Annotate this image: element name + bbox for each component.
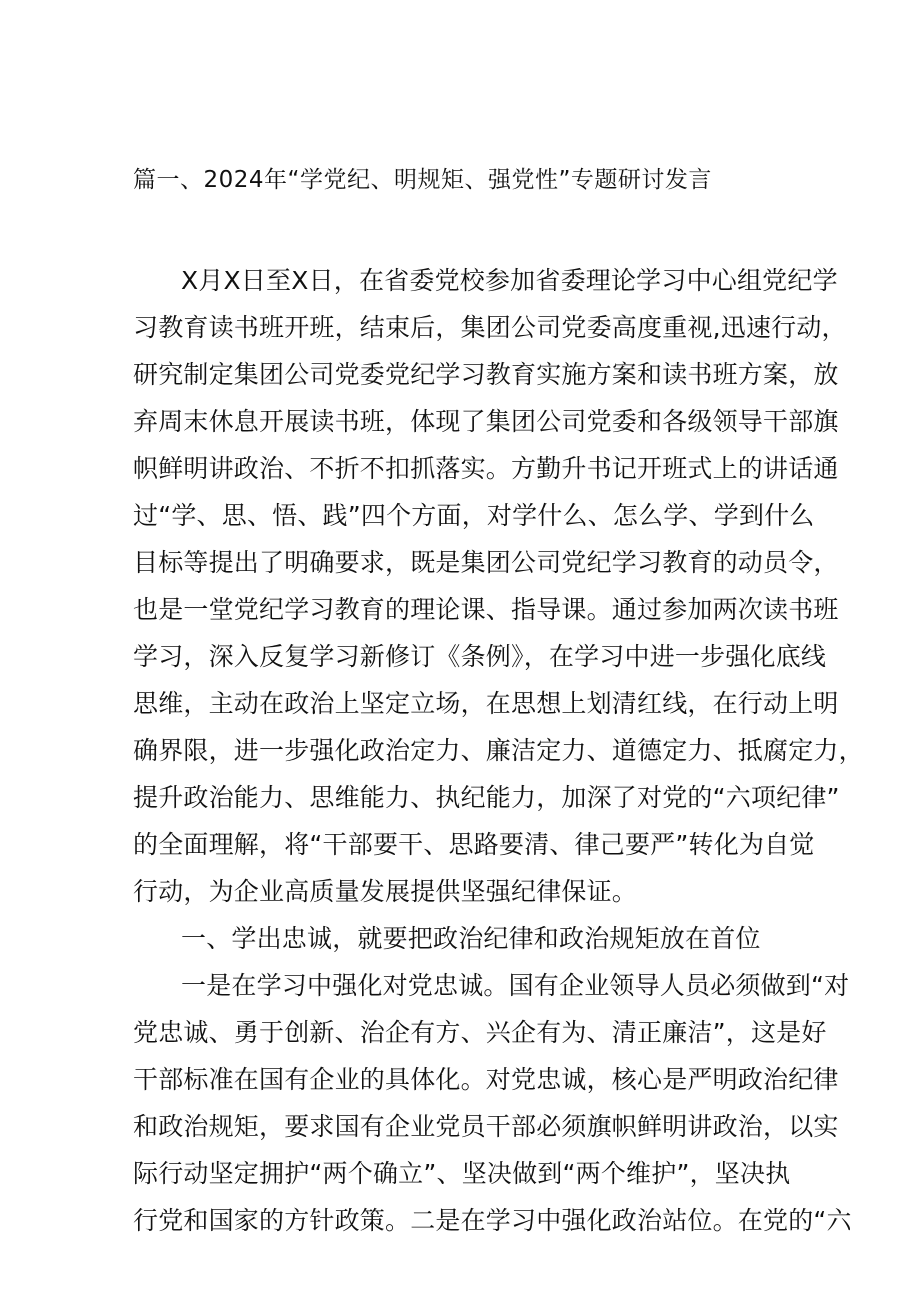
paragraph-line: 际行动坚定拥护“两个确立”、坚决做到“两个维护”，坚决执 [133,1159,791,1188]
paragraph-line: 的全面理解，将“干部要干、思路要清、律己要严”转化为自觉 [133,830,815,859]
paragraph-line: 帜鲜明讲政治、不折不扣抓落实。方勤升书记开班式上的讲话通 [133,454,839,483]
document-body [133,257,864,1244]
paragraph-line: 目标等提出了明确要求，既是集团公司党纪学习教育的动员令， [133,548,839,577]
paragraph-line: 行动，为企业高质量发展提供坚强纪律保证。 [133,877,638,906]
paragraph-line: 一是在学习中强化对党忠诚。国有企业领导人员必须做到“对 [181,971,850,1000]
paragraph-line: 弃周末休息开展读书班，体现了集团公司党委和各级领导干部旗 [133,407,839,436]
paragraph-line: 思维，主动在政治上坚定立场，在思想上划清红线，在行动上明 [133,689,839,718]
paragraph-line: 学习，深入反复学习新修订《条例》，在学习中进一步强化底线 [133,642,827,671]
paragraph-line: 习教育读书班开班，结束后，集团公司党委高度重视,迅速行动， [133,313,847,342]
paragraph-line: 也是一堂党纪学习教育的理论课、指导课。通过参加两次读书班 [133,595,839,624]
paragraph-line: 和政治规矩，要求国有企业党员干部必须旗帜鲜明讲政治，以实 [133,1112,839,1141]
paragraph-line: X月X日至X日，在省委党校参加省委理论学习中心组党纪学 [181,266,838,295]
document-title: 篇一、2024年“学党纪、明规矩、强党性”专题研讨发言 [133,167,712,193]
paragraph-line: 党忠诚、勇于创新、治企有方、兴企有为、清正廉洁”，这是好 [133,1018,827,1047]
section-heading: 一、学出忠诚，就要把政治纪律和政治规矩放在首位 [181,924,761,953]
paragraph-line: 过“学、思、悟、践”四个方面，对学什么、怎么学、学到什么 [133,501,815,530]
paragraph-line: 确界限，进一步强化政治定力、廉洁定力、道德定力、抵腐定力， [133,736,864,765]
paragraph-line: 干部标准在国有企业的具体化。对党忠诚，核心是严明政治纪律 [133,1065,839,1094]
paragraph-line: 提升政治能力、思维能力、执纪能力，加深了对党的“六项纪律” [133,783,840,812]
paragraph-line: 研究制定集团公司党委党纪学习教育实施方案和读书班方案，放 [133,360,839,389]
paragraph-line: 行党和国家的方针政策。二是在学习中强化政治站位。在党的“六 [133,1206,852,1235]
